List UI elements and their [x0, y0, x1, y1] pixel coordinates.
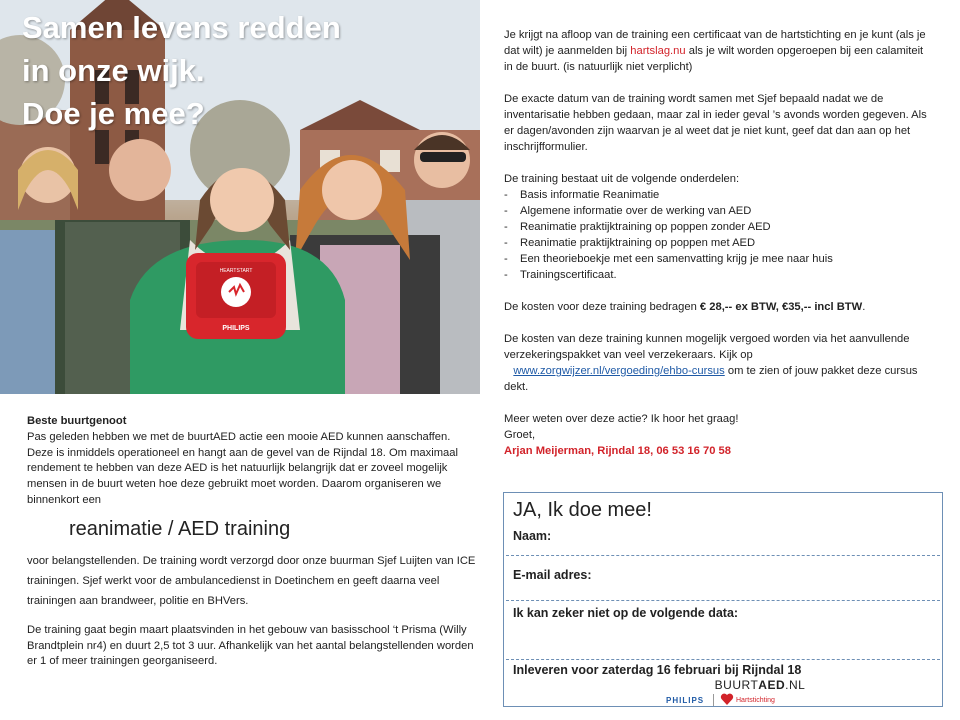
deadline-text: Inleveren voor zaterdag 16 februari bij Rijndal 18 — [513, 663, 802, 677]
hartslag-link[interactable]: hartslag.nu — [630, 45, 686, 57]
headline-line-1: Samen levens redden — [22, 10, 341, 45]
closing-text: Meer weten over deze actie? Ik hoor het graag! — [504, 413, 739, 425]
training-highlight: reanimatie / AED training — [69, 517, 291, 540]
philips-logo: PHILIPS — [666, 696, 705, 705]
logo-nl: .NL — [785, 678, 806, 692]
list-item-text: Een theorieboekje met een samenvatting krijg je mee naar huis — [520, 253, 833, 265]
list-item: - Reanimatie praktijktraining op poppen met AED — [504, 237, 756, 249]
aed-brand-label: PHILIPS — [222, 325, 250, 332]
list-item: - Reanimatie praktijktraining op poppen zonder AED — [504, 221, 771, 233]
certificate-text-end: als je wilt worden opgeroepen bij een calamiteit in de buurt. (is natuurlijk niet verplicht) — [504, 45, 924, 73]
partner-logos — [666, 678, 880, 708]
dates-field-label[interactable]: Ik kan zeker niet op de volgende data: — [513, 606, 739, 620]
cost-end: . — [862, 301, 866, 313]
aed-device — [186, 253, 286, 339]
certificate-paragraph — [504, 27, 934, 75]
signature: Arjan Meijerman, Rijndal 18, 06 53 16 70 58 — [504, 445, 731, 457]
training-items-list — [504, 187, 934, 283]
intro-paragraph: Pas geleden hebben we met de buurtAED actie een mooie AED kunnen aanschaffen. Deze is inmiddels operationeel en hangt aan de gevel van de Rijndal 18. Om maximaal rendement te hebben van deze AED is het natuurlijk belangrijk dat er zoveel mogelijk mensen in de buurt weten hoe deze gebruikt moet worden. Daarom organiseren we binnenkort een — [27, 430, 458, 506]
reimbursement-paragraph — [504, 331, 934, 395]
left-column — [27, 414, 477, 670]
list-item-text: Reanimatie praktijktraining op poppen met AED — [520, 237, 756, 249]
name-field-label[interactable]: Naam: — [513, 529, 552, 543]
cost-amount: € 28,-- ex BTW, €35,-- incl BTW — [699, 301, 863, 313]
list-intro: De training bestaat uit de volgende onderdelen: — [504, 173, 740, 185]
signup-form — [503, 492, 943, 707]
closing — [504, 411, 934, 459]
dates-line — [506, 659, 940, 660]
buurtaed-logo — [680, 678, 840, 692]
cost-paragraph — [504, 299, 934, 315]
date-paragraph: De exacte datum van de training wordt samen met Sjef bepaald nadat we de inventarisatie hebben gedaan, maar zal in ieder geval ’s avonds worden gegeven. Als er dagen/avonden zijn waarvan je al weet dat je niet kunt, geef dat dan aan op het inschrijfformulier. — [504, 93, 927, 153]
aed-top-text: HEARTSTART — [219, 268, 253, 274]
right-column — [504, 27, 934, 459]
list-item-text: Reanimatie praktijktraining op poppen zonder AED — [520, 221, 771, 233]
logo-divider — [713, 694, 714, 706]
trainer-paragraph: voor belangstellenden. De training wordt verzorgd door onze buurman Sjef Luijten van ICE trainingen. Sjef werkt voor de ambulancedienst in Doetinchem en geeft daarna veel trainingen aan brandweer, politie en BHVers. — [27, 554, 476, 607]
reimbursement-text-end: om te zien of jouw pakket deze cursus dekt. — [504, 365, 918, 393]
headline — [22, 6, 341, 135]
greeting: Beste buurtgenoot — [27, 415, 127, 427]
headline-line-2: in onze wijk. — [22, 53, 205, 88]
list-item: - Basis informatie Reanimatie — [504, 189, 660, 201]
email-field-label[interactable]: E-mail adres: — [513, 568, 592, 582]
location-paragraph: De training gaat begin maart plaatsvinden in het gebouw van basisschool ‘t Prisma (Willy Brandtplein nr4) en duurt 2,5 tot 3 uur. Afhankelijk van het aantal belangstellenden worden er 1 of meer trainingen georganiseerd. — [27, 623, 474, 668]
headline-line-3: Doe je mee? — [22, 96, 205, 131]
list-item: - Trainingscertificaat. — [504, 269, 617, 281]
list-item-text: Algemene informatie over de werking van AED — [520, 205, 752, 217]
training-contents — [504, 171, 934, 283]
logo-aed: AED — [758, 678, 786, 692]
certificate-text: Je krijgt na afloop van de training een certificaat van de hartstichting en je kunt (als je dat wilt) je aanmelden bij — [504, 29, 926, 57]
hartstichting-logo: Hartstichting — [736, 697, 775, 704]
name-line — [506, 555, 940, 556]
zorgwijzer-link[interactable]: www.zorgwijzer.nl/vergoeding/ehbo-cursus — [513, 365, 725, 377]
form-title: JA, Ik doe mee! — [513, 499, 652, 521]
list-item-text: Basis informatie Reanimatie — [520, 189, 660, 201]
cost-text: De kosten voor deze training bedragen — [504, 301, 700, 313]
list-item-text: Trainingscertificaat. — [520, 269, 617, 281]
list-item: - Algemene informatie over de werking van AED — [504, 205, 752, 217]
hero-photo — [0, 0, 480, 394]
list-item: - Een theorieboekje met een samenvatting krijg je mee naar huis — [504, 253, 833, 265]
email-line — [506, 600, 940, 601]
logo-buurt: BUURT — [714, 678, 759, 692]
groet-text: Groet, — [504, 429, 536, 441]
reimbursement-text: De kosten van deze training kunnen mogelijk vergoed worden via het aanvullende verzekeringspakket van veel verzekeraars. Kijk op — [504, 333, 910, 361]
heart-icon — [720, 692, 734, 706]
